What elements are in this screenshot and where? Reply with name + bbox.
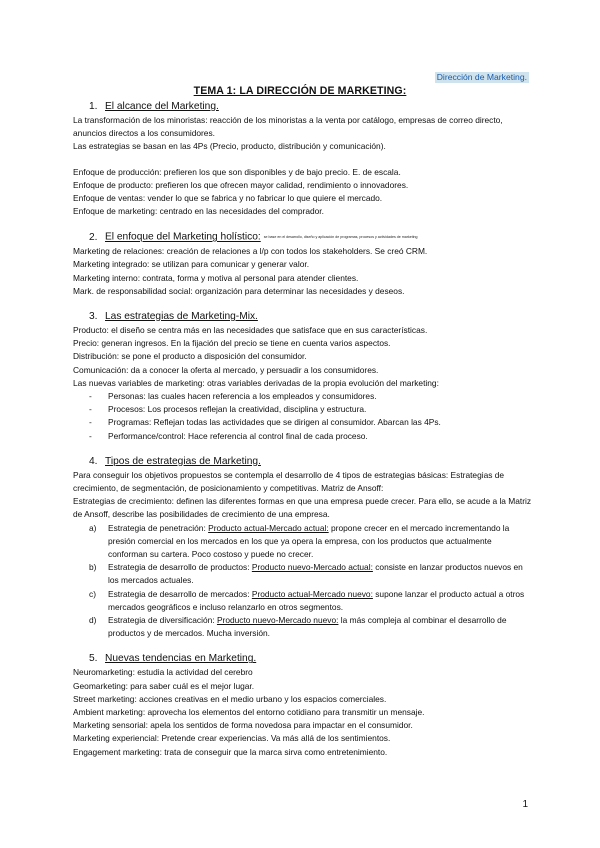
list-item: Las nuevas variables de marketing: otras variables derivadas de la propia evolución del marketing: <box>73 377 439 388</box>
section-number: 1. <box>89 101 98 112</box>
list-item: Marketing integrado: se utilizan para comunicar y generar valor. <box>73 259 310 270</box>
list-item: Marketing interno: contrata, forma y motiva al personal para atender clientes. <box>73 272 359 283</box>
dash-list-item: - Personas: las cuales hacen referencia a los empleados y consumidores. <box>89 390 533 403</box>
trend-line: Marketing sensorial: apela los sentidos de forma novedosa para impactar en el consumidor. <box>73 720 413 731</box>
alpha-list-item: c) Estrategia de desarrollo de mercados: Producto actual-Mercado nuevo: supone lanzar el producto actual a otros mercados geográficos e incluso relanzarlo en otros segmentos. <box>89 588 525 612</box>
list-item: Comunicación: da a conocer la oferta al mercado, y persuadir a los consumidores. <box>73 364 379 375</box>
alpha-list <box>73 522 533 641</box>
alpha-list-item: a) Estrategia de penetración: Producto actual-Mercado actual: propone crecer en el mercado incrementando la presión comercial en los mercados en los que ya opera la empresa, con los productos que actualmente conforman su cartera. Poco costoso y puede no crecer. <box>89 522 510 559</box>
paragraph: Las estrategias se basan en las 4Ps (Precio, producto, distribución y comunicación). <box>73 141 386 152</box>
paragraph: La transformación de los minoristas: reacción de los minoristas a la venta por catálogo, empresas de correo directo, anuncios directos a los consumidores. <box>73 115 503 139</box>
section-5-heading <box>73 652 533 666</box>
section-2-heading <box>73 230 533 245</box>
document-body <box>73 100 533 759</box>
list-item: Distribución: se pone el producto a disposición del consumidor. <box>73 351 307 362</box>
section-3-heading <box>73 310 533 324</box>
enfoque-ventas: Enfoque de ventas: vender lo que se fabrica y no fabricar lo que quiere el mercado. <box>73 193 383 204</box>
section-number: 3. <box>89 310 98 322</box>
paragraph: Para conseguir los objetivos propuestos se contempla el desarrollo de 4 tipos de estrategias básicas: Estrategias de crecimiento, de segmentación, de posicionamiento y competitivas. Matriz de Ansoff: <box>73 469 505 493</box>
section-title: Nuevas tendencias en Marketing. <box>105 653 257 665</box>
alpha-list-item: b) Estrategia de desarrollo de productos: Producto nuevo-Mercado actual: consiste en lanzar productos nuevos en los mercados actuales. <box>89 562 523 586</box>
section-title: El enfoque del Marketing holístico: <box>105 232 261 244</box>
enfoque-marketing: Enfoque de marketing: centrado en las necesidades del comprador. <box>73 206 324 217</box>
trend-line: Ambient marketing: aprovecha los elementos del entorno cotidiano para transmitir un mensaje. <box>73 707 425 717</box>
trend-line: Marketing experiencial: Pretende crear experiencias. Va más allá de los sentimientos. <box>73 733 391 744</box>
page-number: 1 <box>522 798 528 810</box>
enfoque-producto: Enfoque de producto: prefieren los que ofrecen mayor calidad, rendimiento o innovadores. <box>73 179 409 190</box>
section-1-heading <box>73 100 533 114</box>
alpha-list-item: d) Estrategia de diversificación: Producto nuevo-Mercado nuevo: la más compleja al combinar el desarrollo de productos y de mercados. Mucha inversión. <box>89 614 507 639</box>
header-tag: Dirección de Marketing. <box>436 72 527 82</box>
list-item: Precio: generan ingresos. En la fijación del precio se tiene en cuenta varios aspectos. <box>73 338 391 349</box>
section-number: 5. <box>89 653 98 665</box>
trend-line: Geomarketing: para saber cuál es el mejor lugar. <box>73 680 255 691</box>
dash-list-item: - Performance/control: Hace referencia al control final de cada proceso. <box>89 430 533 443</box>
dash-list-item: - Procesos: Los procesos reflejan la creatividad, disciplina y estructura. <box>89 403 533 416</box>
list-item: Mark. de responsabilidad social: organización para determinar las necesidades y deseos. <box>73 285 405 296</box>
dash-list-item: - Programas: Reflejan todas las actividades que se dirigen al consumidor. Abarcan las 4Ps. <box>89 416 533 429</box>
list-item: Marketing de relaciones: creación de relaciones a l/p con todos los stakeholders. Se creó CRM. <box>73 246 428 257</box>
trend-line: Street marketing: acciones creativas en el medio urbano y los espacios comerciales. <box>73 693 387 704</box>
section-title: Tipos de estrategias de Marketing. <box>105 455 261 467</box>
paragraph: Estrategias de crecimiento: definen las diferentes formas en que una empresa puede crecer. Para ello, se acude a la Matriz de Ansoff, describe las posibilidades de crecimiento de una empresa. <box>73 496 532 520</box>
list-item: Producto: el diseño se centra más en las necesidades que satisface que en sus características. <box>73 324 428 335</box>
dash-list <box>73 390 533 443</box>
trend-line: Neuromarketing: estudia la actividad del cerebro <box>73 667 253 678</box>
section-title: El alcance del Marketing. <box>105 101 219 112</box>
section-number: 2. <box>89 232 98 244</box>
section-4-heading <box>73 455 533 469</box>
enfoque-produccion: Enfoque de producción: prefieren los que son disponibles y de bajo precio. E. de escala. <box>73 166 401 177</box>
page-title: TEMA 1: LA DIRECCIÓN DE MARKETING: <box>193 85 407 97</box>
section-note: se base en el desarrollo, diseño y aplicación de programas, procesos y actividades de marketing <box>263 235 418 240</box>
section-title: Las estrategias de Marketing-Mix. <box>105 310 258 322</box>
trend-line: Engagement marketing: trata de conseguir que la marca sirva como entretenimiento. <box>73 746 388 757</box>
section-number: 4. <box>89 455 98 467</box>
